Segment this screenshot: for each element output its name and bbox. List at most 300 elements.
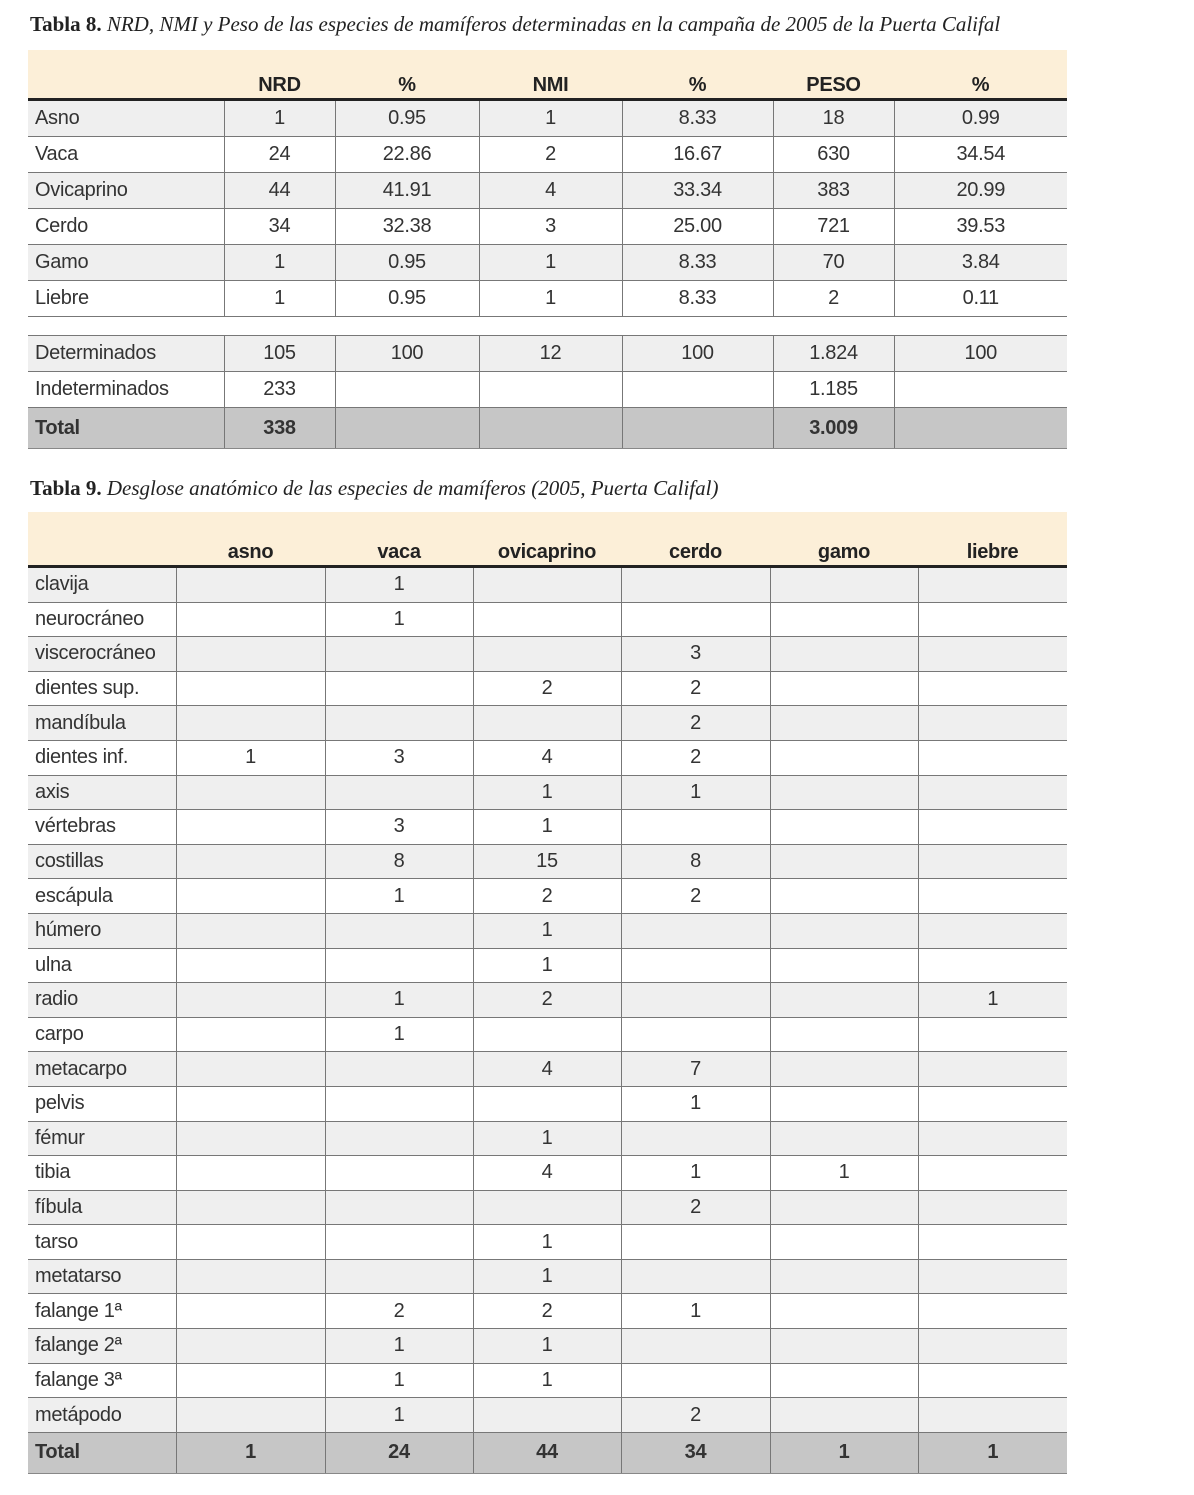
table-cell: 1 [479,281,622,317]
table-cell [770,1052,918,1087]
table-cell [770,1363,918,1398]
table-row [28,775,1067,810]
table-cell [770,810,918,845]
table-cell [473,706,621,741]
row-label: ulna [28,948,176,983]
table-cell: 1 [176,1432,325,1473]
table-cell: 338 [224,408,335,449]
table-cell: 24 [325,1432,473,1473]
table-cell [918,1398,1067,1433]
row-label: Cerdo [28,209,224,245]
table-cell: 1 [176,740,325,775]
table-cell [918,602,1067,637]
table-cell: 18 [773,100,894,137]
table-cell: 1 [473,1329,621,1364]
table-cell: 1 [473,948,621,983]
table-row [28,1086,1067,1121]
table-cell [621,602,770,637]
column-header [28,50,224,100]
row-label: falange 1ª [28,1294,176,1329]
table-cell [918,948,1067,983]
table-8-header-row [28,50,1067,100]
table-cell: 70 [773,245,894,281]
table-cell [770,602,918,637]
row-label: escápula [28,879,176,914]
table-row [28,637,1067,672]
table-cell [473,1017,621,1052]
table-cell: 3.009 [773,408,894,449]
table-cell: 24 [224,137,335,173]
table-cell: 2 [473,879,621,914]
row-label: Liebre [28,281,224,317]
table-cell [176,1190,325,1225]
row-label: dientes inf. [28,740,176,775]
table-cell [176,1052,325,1087]
row-label: Gamo [28,245,224,281]
table-cell [325,671,473,706]
table-cell: 8 [325,844,473,879]
table-cell: 2 [621,706,770,741]
spacer-cell [479,317,622,336]
table-8-summary [28,336,1067,449]
table-cell [473,602,621,637]
table-cell [918,1086,1067,1121]
table-cell: 34 [621,1432,770,1473]
column-header: % [894,50,1067,100]
table-cell: 1 [325,983,473,1018]
table-cell [770,913,918,948]
table-cell [622,408,773,449]
table-cell [176,1156,325,1191]
table-cell [770,1086,918,1121]
table-cell: 1 [325,879,473,914]
table-cell [176,844,325,879]
table-cell: 2 [773,281,894,317]
column-header [28,512,176,567]
table-cell [770,637,918,672]
table-cell: 1 [473,1259,621,1294]
table-cell [770,1294,918,1329]
table-cell: 1.824 [773,336,894,372]
table-9 [28,512,1067,1474]
spacer-cell [335,317,479,336]
table-cell [918,879,1067,914]
table-cell [770,1398,918,1433]
table-cell: 22.86 [335,137,479,173]
total-row [28,1432,1067,1473]
table-cell: 1 [473,810,621,845]
table-cell: 12 [479,336,622,372]
table-cell: 4 [479,173,622,209]
row-label: tibia [28,1156,176,1191]
table-cell: 7 [621,1052,770,1087]
table-cell: 2 [621,671,770,706]
table-cell [621,1017,770,1052]
table-cell [918,740,1067,775]
table-cell: 3.84 [894,245,1067,281]
table-cell: 1 [325,1017,473,1052]
table-cell [621,810,770,845]
table-row [28,1052,1067,1087]
table-cell [894,372,1067,408]
row-label: costillas [28,844,176,879]
table-row [28,245,1067,281]
column-header: gamo [770,512,918,567]
column-header: % [622,50,773,100]
table-cell [918,913,1067,948]
table-cell: 3 [479,209,622,245]
table-row [28,1259,1067,1294]
table-row [28,983,1067,1018]
table-cell [473,1086,621,1121]
table-cell [770,740,918,775]
table-cell [176,1363,325,1398]
table-row [28,1225,1067,1260]
table-cell [918,844,1067,879]
table-row [28,1017,1067,1052]
row-label: Determinados [28,336,224,372]
table-cell [325,1225,473,1260]
row-label: pelvis [28,1086,176,1121]
table-row [28,1329,1067,1364]
table-cell [176,637,325,672]
table-cell: 8.33 [622,281,773,317]
column-header: NMI [479,50,622,100]
table-row [28,281,1067,317]
table-cell: 34 [224,209,335,245]
table-cell: 100 [622,336,773,372]
table-cell [325,1259,473,1294]
table-cell [325,948,473,983]
table-9-caption-label: Tabla 9. [30,476,102,500]
table-cell: 105 [224,336,335,372]
table-cell: 2 [473,671,621,706]
table-cell: 0.95 [335,245,479,281]
table-cell [325,706,473,741]
table-cell [894,408,1067,449]
table-cell: 721 [773,209,894,245]
table-cell [176,602,325,637]
table-row [28,844,1067,879]
table-cell [335,372,479,408]
table-cell: 4 [473,1156,621,1191]
table-cell [770,671,918,706]
table-cell: 3 [325,810,473,845]
table-cell: 1 [325,567,473,603]
table-cell: 100 [894,336,1067,372]
total-row [28,408,1067,449]
table-cell: 3 [621,637,770,672]
table-cell: 0.11 [894,281,1067,317]
table-cell: 20.99 [894,173,1067,209]
table-cell: 1 [479,245,622,281]
table-cell [918,706,1067,741]
table-cell: 1 [770,1432,918,1473]
table-cell [176,913,325,948]
table-cell [918,567,1067,603]
row-label: Ovicaprino [28,173,224,209]
table-cell: 39.53 [894,209,1067,245]
row-label: axis [28,775,176,810]
column-header: NRD [224,50,335,100]
table-cell: 44 [224,173,335,209]
table-cell: 100 [335,336,479,372]
row-label: dientes sup. [28,671,176,706]
row-label: Asno [28,100,224,137]
row-label: fíbula [28,1190,176,1225]
column-header: vaca [325,512,473,567]
table-row [28,879,1067,914]
table-cell [325,1052,473,1087]
table-cell [918,1329,1067,1364]
table-cell: 1 [621,1156,770,1191]
table-cell [621,1225,770,1260]
table-cell: 8.33 [622,100,773,137]
table-cell [325,913,473,948]
table-cell: 1 [473,913,621,948]
table-cell [176,1398,325,1433]
table-cell [473,1398,621,1433]
row-label: metápodo [28,1398,176,1433]
table-cell [176,1329,325,1364]
table-cell [770,844,918,879]
table-cell: 33.34 [622,173,773,209]
table-9-caption [30,476,718,501]
table-cell [176,671,325,706]
table-cell [918,1017,1067,1052]
table-cell: 41.91 [335,173,479,209]
table-cell [770,1329,918,1364]
column-header: liebre [918,512,1067,567]
table-cell: 2 [621,1398,770,1433]
table-cell [770,948,918,983]
table-cell [176,775,325,810]
table-cell: 8 [621,844,770,879]
table-cell: 1 [918,983,1067,1018]
table-cell [918,1259,1067,1294]
table-row [28,173,1067,209]
table-cell: 2 [621,740,770,775]
column-header: % [335,50,479,100]
column-header: cerdo [621,512,770,567]
table-9-header-row [28,512,1067,567]
table-row [28,1121,1067,1156]
table-cell: 16.67 [622,137,773,173]
table-cell [176,1121,325,1156]
table-cell: 1 [621,1294,770,1329]
table-8 [28,50,1067,449]
row-label: Total [28,408,224,449]
table-row [28,567,1067,603]
row-label: radio [28,983,176,1018]
table-row [28,1294,1067,1329]
row-label: metacarpo [28,1052,176,1087]
table-cell: 1 [224,281,335,317]
spacer-cell [622,317,773,336]
table-cell: 1 [224,245,335,281]
table-cell [176,948,325,983]
table-cell [473,1190,621,1225]
table-cell [770,1225,918,1260]
table-cell [770,1121,918,1156]
table-cell [770,706,918,741]
table-cell [918,637,1067,672]
table-cell [621,948,770,983]
spacer-cell [224,317,335,336]
row-label: falange 2ª [28,1329,176,1364]
table-9-caption-text: Desglose anatómico de las especies de mamíferos (2005, Puerta Califal) [106,476,719,500]
table-cell: 1 [224,100,335,137]
table-cell: 2 [473,1294,621,1329]
table-cell: 25.00 [622,209,773,245]
table-cell: 1.185 [773,372,894,408]
table-cell [621,1121,770,1156]
table-cell: 1 [473,1225,621,1260]
table-cell: 2 [473,983,621,1018]
row-label: metatarso [28,1259,176,1294]
table-cell [621,983,770,1018]
table-cell: 1 [325,1398,473,1433]
table-9-body [28,567,1067,1474]
row-label: clavija [28,567,176,603]
table-cell [176,567,325,603]
spacer-cell [894,317,1067,336]
table-cell [918,1363,1067,1398]
row-label: tarso [28,1225,176,1260]
table-cell: 1 [473,1121,621,1156]
row-label: Indeterminados [28,372,224,408]
table-cell [770,567,918,603]
table-cell [770,1017,918,1052]
table-cell [479,408,622,449]
table-cell [622,372,773,408]
table-row [28,671,1067,706]
column-header: ovicaprino [473,512,621,567]
row-label: carpo [28,1017,176,1052]
table-cell: 630 [773,137,894,173]
table-row [28,1398,1067,1433]
table-cell [176,1225,325,1260]
table-cell: 4 [473,740,621,775]
table-cell [325,1156,473,1191]
table-cell: 0.95 [335,100,479,137]
table-cell [621,1329,770,1364]
spacer-cell [28,317,224,336]
table-cell: 1 [479,100,622,137]
table-cell [918,1225,1067,1260]
table-cell [918,775,1067,810]
table-row [28,372,1067,408]
table-8-caption-label: Tabla 8. [30,12,102,36]
row-label: Vaca [28,137,224,173]
table-cell [770,983,918,1018]
table-cell: 2 [621,1190,770,1225]
table-cell: 1 [325,1363,473,1398]
table-row [28,1156,1067,1191]
table-cell: 0.99 [894,100,1067,137]
table-cell [918,1190,1067,1225]
table-row [28,740,1067,775]
spacer-cell [773,317,894,336]
table-cell [176,983,325,1018]
table-cell [918,1156,1067,1191]
table-cell [176,706,325,741]
table-8-caption-text: NRD, NMI y Peso de las especies de mamíferos determinadas en la campaña de 2005 de la Puerta Califal [106,12,1001,36]
row-label: viscerocráneo [28,637,176,672]
row-label: neurocráneo [28,602,176,637]
table-cell [770,1259,918,1294]
table-cell [176,810,325,845]
table-row [28,137,1067,173]
table-row [28,1363,1067,1398]
table-cell [176,879,325,914]
table-cell: 8.33 [622,245,773,281]
table-cell [176,1259,325,1294]
table-cell [918,1294,1067,1329]
table-cell [479,372,622,408]
table-cell: 1 [770,1156,918,1191]
table-cell [335,408,479,449]
table-cell: 32.38 [335,209,479,245]
table-cell: 2 [479,137,622,173]
table-cell [473,567,621,603]
table-cell: 1 [473,775,621,810]
table-row [28,810,1067,845]
table-spacer [28,317,1067,336]
table-row [28,209,1067,245]
table-cell: 2 [325,1294,473,1329]
table-cell: 1 [621,775,770,810]
row-label: falange 3ª [28,1363,176,1398]
table-row [28,100,1067,137]
table-row [28,1190,1067,1225]
table-cell [621,1259,770,1294]
table-cell: 4 [473,1052,621,1087]
table-cell [325,637,473,672]
table-row [28,336,1067,372]
table-cell: 1 [918,1432,1067,1473]
table-cell [176,1294,325,1329]
table-cell [473,637,621,672]
table-8-caption [30,12,1000,37]
table-cell [325,775,473,810]
table-cell: 233 [224,372,335,408]
row-label: húmero [28,913,176,948]
table-cell [918,1052,1067,1087]
table-cell [325,1190,473,1225]
table-cell: 15 [473,844,621,879]
row-label: mandíbula [28,706,176,741]
table-cell [918,810,1067,845]
row-label: Total [28,1432,176,1473]
table-cell [325,1121,473,1156]
table-cell: 1 [473,1363,621,1398]
table-cell [918,671,1067,706]
table-row [28,706,1067,741]
table-cell: 1 [325,602,473,637]
column-header: PESO [773,50,894,100]
table-cell [770,1190,918,1225]
table-cell [770,775,918,810]
table-cell [176,1086,325,1121]
table-8-body [28,100,1067,336]
row-label: fémur [28,1121,176,1156]
table-row [28,948,1067,983]
table-cell [621,913,770,948]
table-cell: 0.95 [335,281,479,317]
table-row [28,913,1067,948]
table-cell: 44 [473,1432,621,1473]
